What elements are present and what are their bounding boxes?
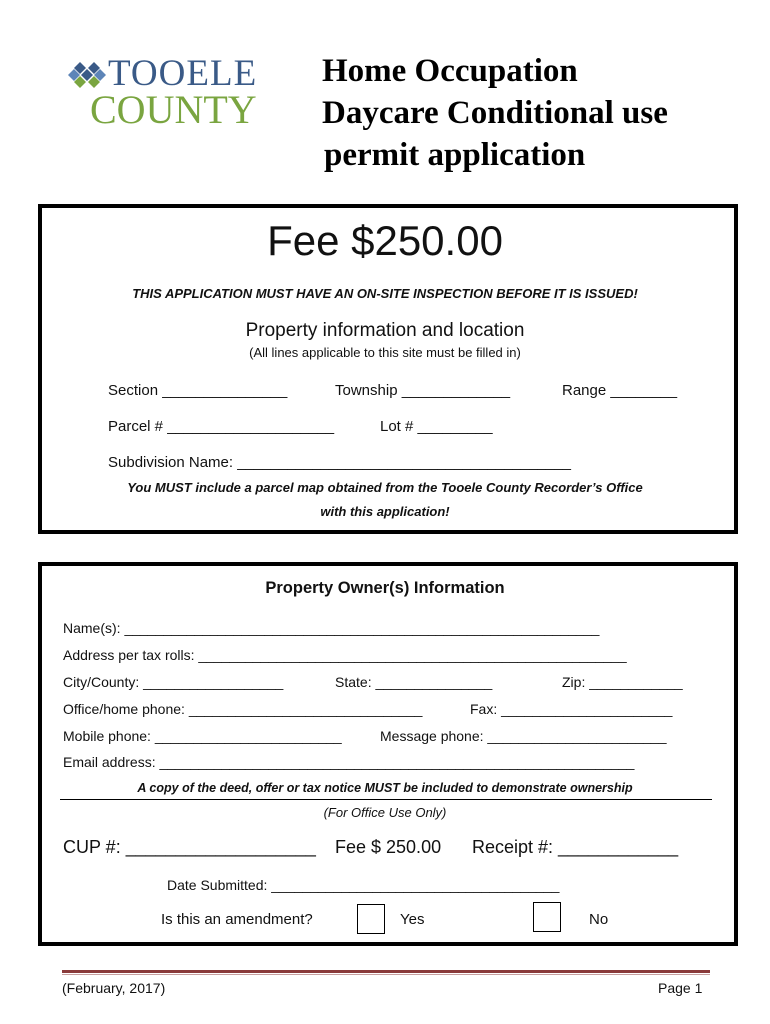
parcel-map-notice-line-2: with this application! [320, 504, 450, 519]
amendment-yes-label: Yes [400, 911, 425, 928]
title-line-2: Daycare Conditional use [322, 95, 668, 131]
footer-date: (February, 2017) [62, 980, 166, 996]
property-subheading: (All lines applicable to this site must be filled in) [249, 345, 521, 360]
office-fee-label: Fee $ 250.00 [335, 837, 442, 857]
title-line-1: Home Occupation [322, 53, 578, 89]
state-field[interactable]: State: _______________ [335, 674, 493, 690]
owner-heading: Property Owner(s) Information [265, 579, 505, 597]
county-logo [68, 54, 268, 130]
fax-field[interactable]: Fax: ______________________ [470, 701, 673, 717]
logo-text-tooele: TOOELE [108, 53, 258, 94]
names-field[interactable]: Name(s): _____________________________________________________________ [63, 620, 600, 636]
amendment-yes-checkbox[interactable] [357, 904, 385, 934]
office-use-label: (For Office Use Only) [323, 805, 447, 820]
parcel-map-notice-line-1: You MUST include a parcel map obtained from the Tooele County Recorder’s Office [127, 480, 643, 495]
fee-heading: Fee $250.00 [267, 217, 503, 264]
zip-field[interactable]: Zip: ____________ [562, 674, 683, 690]
range-field[interactable]: Range ________ [562, 382, 678, 399]
office-use-divider [60, 799, 712, 800]
lot-field[interactable]: Lot # _________ [380, 418, 493, 435]
subdivision-field[interactable]: Subdivision Name: ________________________________________ [108, 454, 571, 471]
township-field[interactable]: Township _____________ [335, 382, 511, 399]
amendment-no-label: No [589, 911, 609, 928]
footer-rule-thin [62, 974, 710, 975]
date-submitted-field[interactable]: Date Submitted: _____________________________________ [167, 877, 560, 893]
cup-number-field[interactable]: CUP #: ___________________ [63, 837, 316, 857]
city-county-field[interactable]: City/County: __________________ [63, 674, 284, 690]
office-phone-field[interactable]: Office/home phone: ______________________________ [63, 701, 423, 717]
logo-text-county: COUNTY [90, 87, 257, 132]
inspection-notice: THIS APPLICATION MUST HAVE AN ON-SITE INSPECTION BEFORE IT IS ISSUED! [132, 286, 638, 301]
message-phone-field[interactable]: Message phone: _______________________ [380, 728, 667, 744]
footer-rule [62, 970, 710, 973]
document-title [322, 50, 668, 176]
parcel-field[interactable]: Parcel # ____________________ [108, 418, 335, 435]
diamond-logo-icon [68, 60, 106, 90]
title-line-3: permit application [324, 137, 586, 173]
section-field[interactable]: Section _______________ [108, 382, 288, 399]
amendment-no-checkbox[interactable] [533, 902, 561, 932]
amendment-question: Is this an amendment? [161, 911, 313, 928]
email-field[interactable]: Email address: _____________________________________________________________ [63, 754, 635, 770]
receipt-number-field[interactable]: Receipt #: ____________ [472, 837, 679, 857]
property-heading: Property information and location [245, 320, 525, 341]
page-number: Page 1 [658, 980, 703, 996]
deed-notice: A copy of the deed, offer or tax notice MUST be included to demonstrate ownership [137, 781, 633, 795]
address-field[interactable]: Address per tax rolls: _______________________________________________________ [63, 647, 627, 663]
mobile-phone-field[interactable]: Mobile phone: ________________________ [63, 728, 342, 744]
